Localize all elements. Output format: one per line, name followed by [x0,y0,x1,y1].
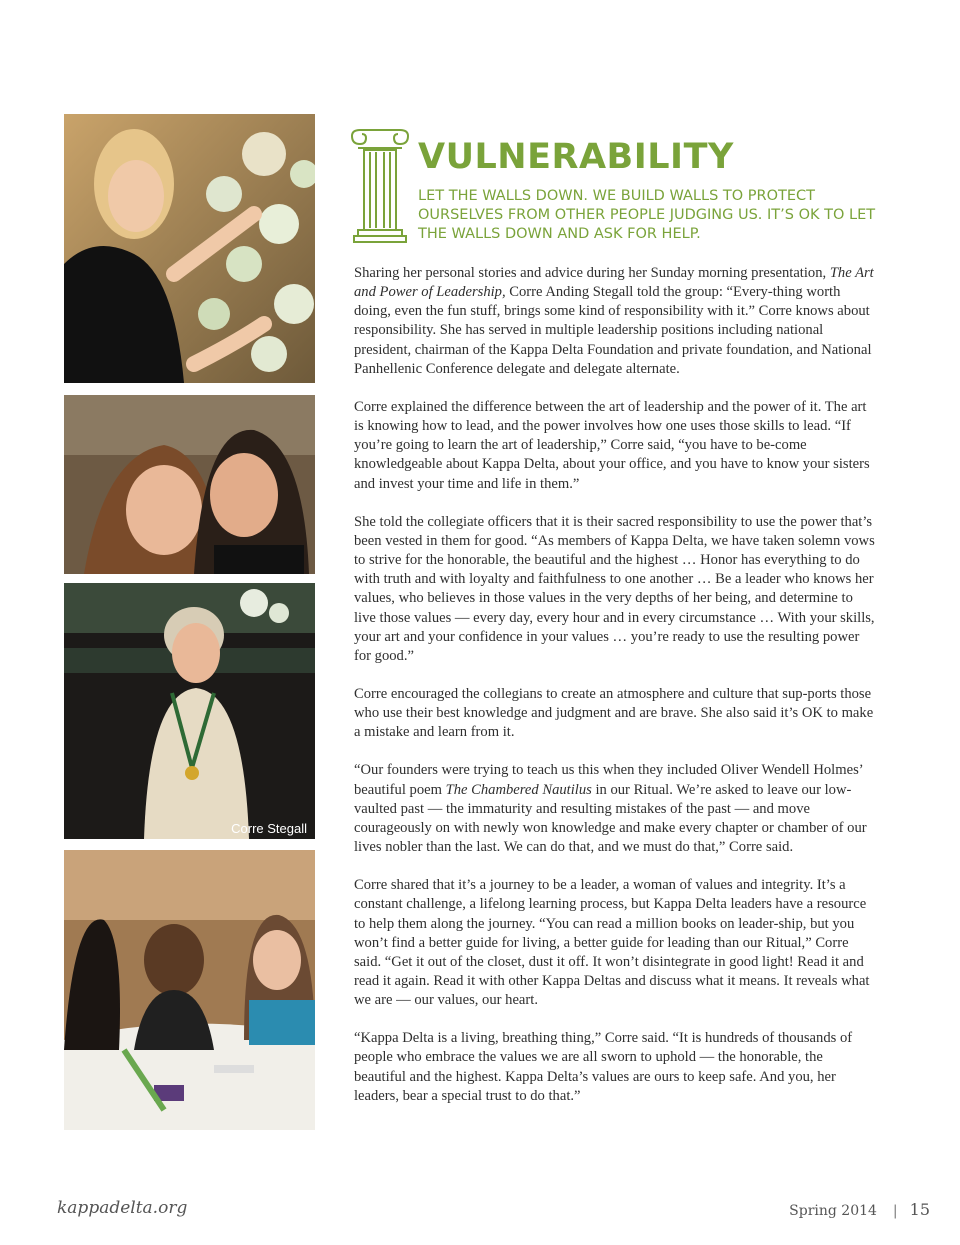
issue-date: Spring 2014 [789,1203,877,1219]
article-body [354,264,878,1125]
paragraph-2: Corre explained the difference between the art of leadership and the power of it. The art is knowing how to lead, and the power involves how one uses those skills to lead. “If you’re going to learn the art of leadership,” Corre said, “you have to be-come knowledgeable about Kappa Delta, about your office, and you have to know your sisters and invest your time and life in them.” [354,398,870,492]
photo-leaf-tree [64,114,315,383]
footer-site: kappadelta.org [57,1198,188,1218]
photo-two-collegians [64,395,315,574]
section-subtitle: LET THE WALLS DOWN. WE BUILD WALLS TO PROTECT OURSELVES FROM OTHER PEOPLE JUDGING US. IT’S OK TO LET THE WALLS DOWN AND ASK FOR HELP. [418,188,876,242]
photo-collegians-table [64,850,315,1130]
presentation-title: The Art and Power of Leadership, [354,265,874,301]
paragraph-1: Sharing her personal stories and advice during her Sunday morning presentation, The Art and Power of Leadership, Corre Anding Stegall told the group: “Every-thing worth doing, even the fun stuff, brings some kind of responsibility with it.” Corre knows about responsibility. She has served in multiple leadership positions including national president, chairman of the Kappa Delta Foundation and private foundation, and National Panhellenic Conference delegate and delegate alternate. [354,265,874,377]
photo-caption: Corre Stegall [231,821,307,836]
ionic-column-icon [348,128,412,244]
footer-issue [789,1200,930,1219]
paragraph-7: “Kappa Delta is a living, breathing thing,” Corre said. “It is hundreds of thousands of people who embrace the values we are all sworn to uphold — the honorable, the beautiful and the highest. Kappa Delta’s values are ours to keep safe. And you, her leaders, bear a special trust to do that.” [354,1030,853,1104]
paragraph-6: Corre shared that it’s a journey to be a leader, a woman of values and integrity. It’s a constant challenge, a lifelong learning process, but Kappa Delta leaders have a resource to help them along the journey. “You can read a million books on leader-ship, but you won’t find a better guide for living, a better guide for leading than our Ritual,” Corre said. “Get it out of the closet, dust it off. It won’t disintegrate in good light! Read it and read it again. Read it with other Kappa Deltas and discuss what it means. It reveals what we are — our values, our heart. [354,877,870,1009]
section-title: VULNERABILITY [418,137,734,177]
paragraph-5: “Our founders were trying to teach us this when they included Oliver Wendell Holmes’ beautiful poem The Chambered Nautilus in our Ritual. We’re asked to leave our low-vaulted past — the immaturity and resulting mistakes of the past — and move courageously on with newly won knowledge and make every chapter or chamber of our lives nobler than the last. We can do that, and we must do that,” Corre said. [354,762,867,856]
poem-title: The Chambered Nautilus [445,781,592,798]
footer-separator: | [892,1203,898,1219]
paragraph-3: She told the collegiate officers that it is their sacred responsibility to use the power that’s been vested in them for good. “As members of Kappa Delta, we have taken solemn vows to strive for the honorable, the beautiful and the highest … Honor has everything to do with truth and with loyalty and faithfulness to one another … Be a leader who knows her values, who believes in those values in the very depths of her being, and determine to live those values — every day, every hour and in every circumstance … With your skills, your art and your confidence in your values … you’re ready to use the resulting power for good.” [354,513,875,664]
page-number: 15 [909,1200,930,1219]
paragraph-4: Corre encouraged the collegians to create an atmosphere and culture that sup-ports those who use their best knowledge and judgment and are brave. She also said it’s OK to make a mistake and learn from it. [354,685,874,741]
photo-corre-stegall [64,583,315,839]
